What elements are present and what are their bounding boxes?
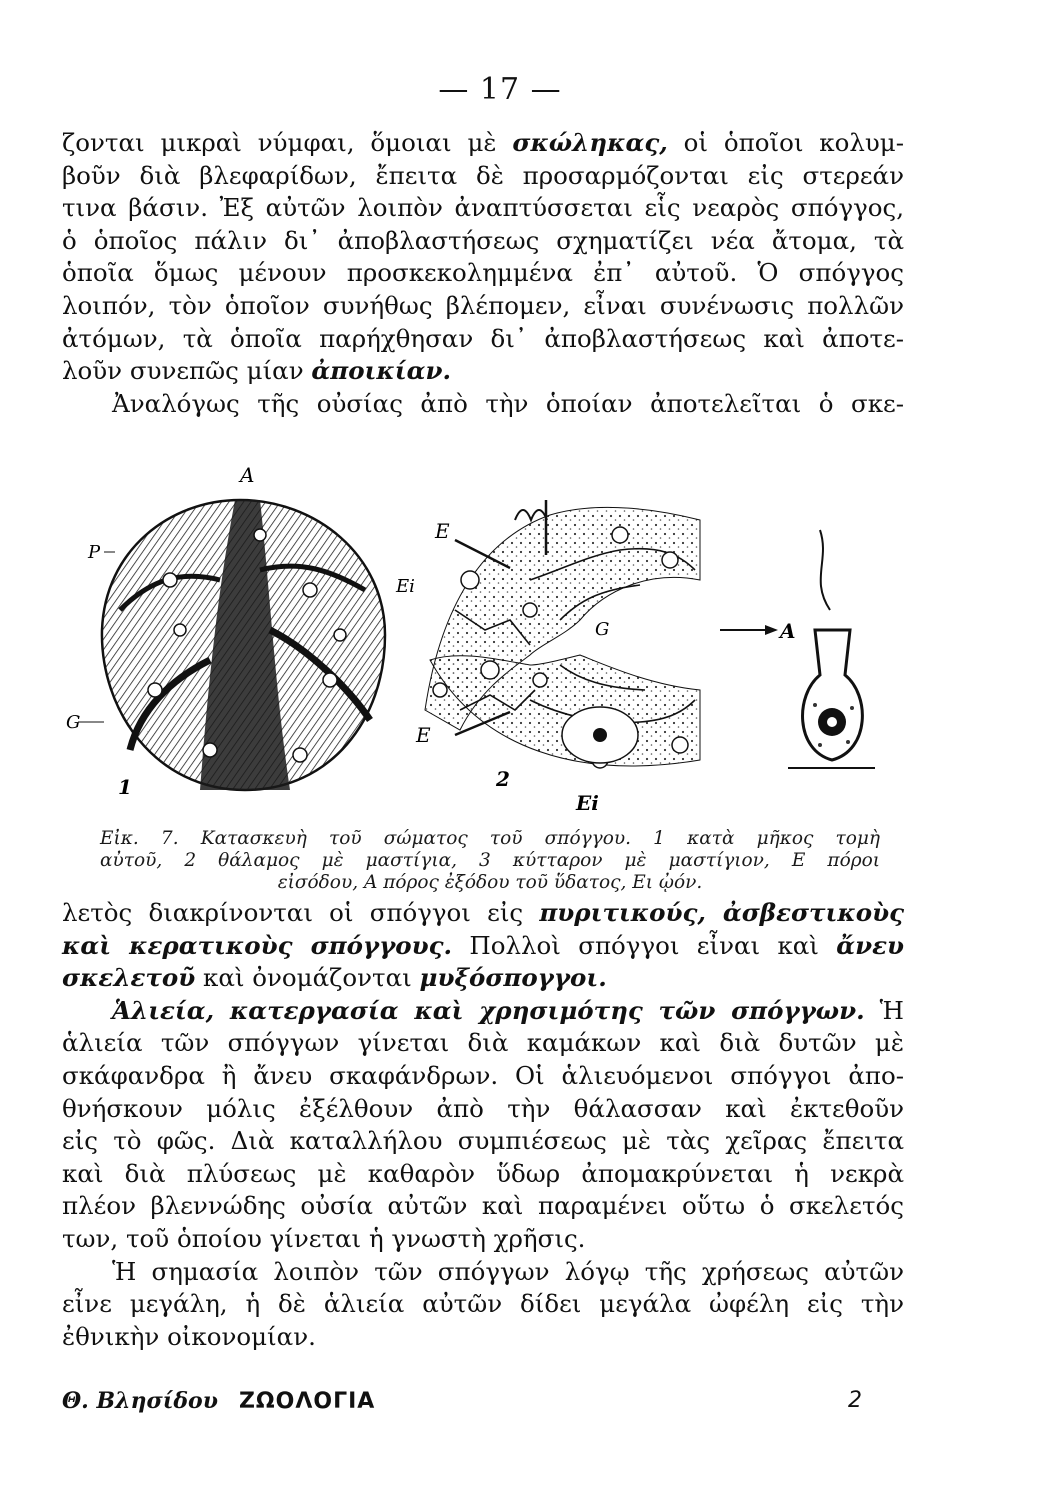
caption-line: Εἰκ. 7. Κατασκευὴ τοῦ σώματος τοῦ σπόγγου. 1 κατὰ μῆκος τομὴ — [100, 828, 880, 849]
text-run: σκάφανδρα ἢ ἄνευ σκαφάνδρων. Οἱ ἁλιευόμενοι σπόγγοι ἀπο- — [62, 1060, 904, 1090]
label-a-arrow: A — [780, 619, 796, 643]
text-line — [62, 898, 904, 931]
text-line — [62, 1257, 904, 1290]
text-line — [62, 1028, 904, 1061]
text-line — [62, 1061, 904, 1094]
text-line — [62, 963, 904, 996]
label-panel-1: 1 — [118, 775, 132, 799]
text-line — [62, 1126, 904, 1159]
text-run: βοῦν διὰ βλεφαρίδων, ἔπειτα δὲ προσαρμόζονται εἰς στερεάν — [62, 160, 904, 190]
text-line — [62, 996, 904, 1029]
text-run: τινα βάσιν. Ἐξ αὐτῶν λοιπὸν ἀναπτύσσεται εἷς νεαρὸς σπόγγος, — [62, 193, 904, 223]
text-line — [62, 1289, 904, 1322]
caption-line: αὐτοῦ, 2 θάλαμος μὲ μαστίγια, 3 κύτταρον μὲ μαστίγιον, Ε πόροι — [100, 849, 880, 871]
emphasis-term: ἀποικίαν. — [311, 356, 451, 386]
text-line — [62, 1224, 904, 1257]
page-footer — [62, 1388, 862, 1414]
label-e-top: E — [435, 519, 450, 543]
text-run: ἀτόμων, τὰ ὁποῖα παρήχθησαν δι᾽ ἀποβλαστήσεως καὶ ἀποτε- — [62, 323, 904, 353]
text-run: Πολλοὶ σπόγγοι εἶναι καὶ — [452, 930, 837, 960]
text-run: ἐθνικὴν οἰκονομίαν. — [62, 1321, 316, 1351]
text-run: Ἡ σημασία λοιπὸν τῶν σπόγγων λόγῳ τῆς χρήσεως αὐτῶν — [112, 1256, 904, 1286]
text-run: των, τοῦ ὁποίου γίνεται ἡ γνωστὴ χρῆσις. — [62, 1223, 586, 1253]
footer-author: Θ. Βλησίδου — [62, 1388, 218, 1414]
text-line — [62, 193, 904, 226]
panel-3-flagellated-cell — [788, 530, 875, 768]
emphasis-term: καὶ κερατικοὺς σπόγγους. — [62, 930, 453, 960]
text-run: οἱ ὁποῖοι κολυμ- — [667, 128, 904, 157]
label-g-left: G — [66, 712, 81, 733]
text-run: λετὸς διακρίνονται οἱ σπόγγοι εἰς — [62, 898, 540, 927]
label-p: P — [88, 542, 101, 563]
text-run: Ἡ — [864, 995, 904, 1025]
label-panel-2: 2 — [496, 767, 510, 791]
caption-line: εἰσόδου, Α πόρος ἐξόδου τοῦ ὕδατος, Ει ᾠόν. — [277, 871, 703, 893]
text-run: ἁλιεία τῶν σπόγγων γίνεται διὰ καμάκων καὶ διὰ δυτῶν μὲ — [62, 1028, 904, 1058]
text-line — [62, 226, 904, 259]
emphasis-term: σκελετοῦ — [62, 963, 196, 993]
panel-1-section — [102, 500, 385, 790]
text-run: πλέον βλεννώδης οὐσία αὐτῶν καὶ παραμένει οὕτω ὁ σκελετός — [62, 1191, 904, 1221]
label-ei-top: Ei — [396, 576, 415, 597]
text-run: Ἀναλόγως τῆς οὐσίας ἀπὸ τὴν ὁποίαν ἀποτελεῖται ὁ σκε- — [112, 388, 904, 418]
text-line — [62, 389, 904, 422]
emphasis-term: πυριτικούς, ἀσβεστικοὺς — [539, 898, 904, 927]
text-run: θνήσκουν μόλις ἐξέλθουν ἀπὸ τὴν θάλασσαν καὶ ἐκτεθοῦν — [62, 1093, 904, 1123]
sponge-structure-figure — [60, 460, 920, 820]
emphasis-term: σκώληκας, — [512, 128, 668, 157]
text-run: λοιπόν, τὸν ὁποῖον συνήθως βλέπομεν, εἶναι συνένωσις πολλῶν — [62, 290, 904, 320]
text-run: λοῦν συνεπῶς μίαν — [62, 356, 312, 386]
emphasis-term: Ἁλιεία, κατεργασία καὶ χρησιμότης τῶν σπόγγων. — [112, 995, 865, 1025]
text-line — [62, 128, 904, 161]
label-ei-bottom: Ei — [576, 791, 599, 815]
text-run: εἶνε μεγάλη, ἡ δὲ ἁλιεία αὐτῶν δίδει μεγάλα ὠφέλη εἰς τὴν — [62, 1289, 904, 1319]
text-line — [62, 931, 904, 964]
text-run: καὶ ὀνομάζονται — [195, 963, 420, 993]
footer-book-title: ΖΩΟΛΟΓΙΑ — [238, 1389, 376, 1414]
label-g-center: G — [595, 619, 610, 640]
text-line — [62, 291, 904, 324]
label-a-top: A — [240, 463, 255, 487]
text-run: ὁ ὁποῖος πάλιν δι᾽ ἀποβλαστήσεως σχηματίζει νέα ἄτομα, τὰ — [62, 225, 904, 255]
text-run: ζονται μικραὶ νύμφαι, ὅμοιαι μὲ — [62, 128, 513, 157]
emphasis-term: ἄνευ — [836, 930, 904, 960]
text-line — [62, 356, 904, 389]
text-line — [62, 1191, 904, 1224]
text-line — [62, 1094, 904, 1127]
body-text-top — [62, 128, 904, 421]
text-run: καὶ διὰ πλύσεως μὲ καθαρὸν ὕδωρ ἀπομακρύνεται ἡ νεκρὰ — [62, 1158, 904, 1188]
text-line — [62, 1322, 904, 1355]
page-number: — 17 — — [438, 72, 562, 107]
label-e-bottom: E — [416, 723, 431, 747]
text-run: εἰς τὸ φῶς. Διὰ καταλλήλου συμπιέσεως μὲ τὰς χεῖρας ἔπειτα — [62, 1126, 904, 1156]
emphasis-term: μυξόσπογγοι. — [419, 963, 607, 993]
footer-signature: 2 — [848, 1388, 862, 1413]
text-line — [62, 1159, 904, 1192]
text-line — [62, 258, 904, 291]
body-text-bottom — [62, 898, 904, 1354]
figure-caption — [100, 828, 880, 893]
text-run: ὁποῖα ὅμως μένουν προσκεκολημμένα ἐπ᾽ αὐτοῦ. Ὁ σπόγγος — [62, 258, 904, 288]
text-line — [62, 324, 904, 357]
text-line — [62, 161, 904, 194]
